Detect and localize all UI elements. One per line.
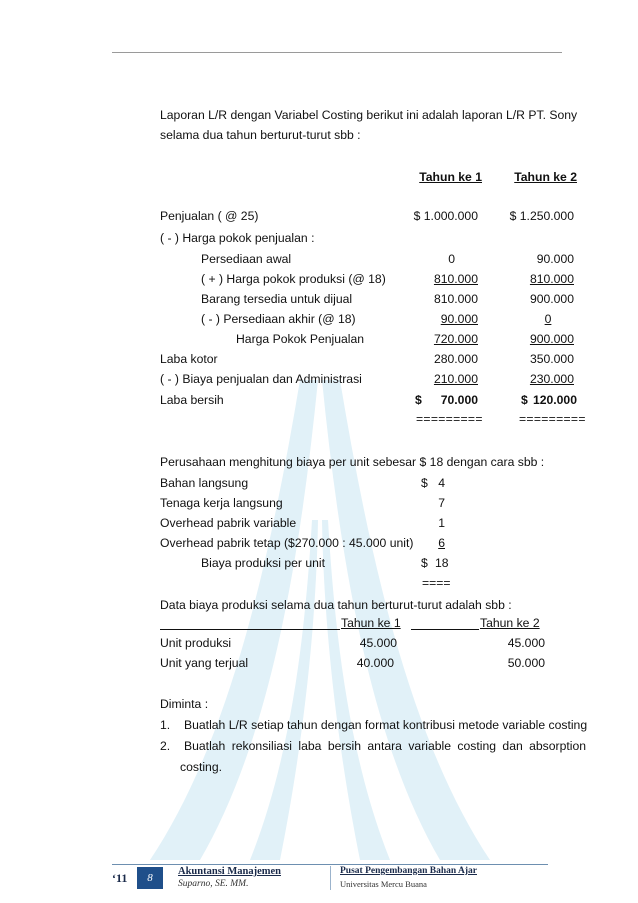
cost-item-label: Bahan langsung <box>160 476 249 490</box>
income-label: Barang tersedia untuk dijual <box>201 292 353 306</box>
income-y1: 720.000 <box>433 332 478 346</box>
footer-center-name: Pusat Pengembangan Bahan Ajar <box>340 866 477 876</box>
cost-item-value: 4 <box>438 476 445 490</box>
income-y2: 900.000 <box>529 292 574 306</box>
production-intro: Data biaya produksi selama dua tahun berturut-turut adalah sbb : <box>160 598 512 612</box>
footer-course-title: Akuntansi Manajemen <box>178 866 281 877</box>
currency-sign: $ <box>415 393 422 407</box>
cost-item-value: 18 <box>435 556 449 570</box>
task-number: 2. <box>160 739 171 753</box>
header-rule <box>112 52 562 53</box>
cost-item-label: Overhead pabrik variable <box>160 516 297 530</box>
production-label: Unit yang terjual <box>160 656 249 670</box>
income-y1: 280.000 <box>433 352 478 366</box>
header-year-2: Tahun ke 2 <box>514 170 577 184</box>
cost-item-label: Biaya produksi per unit <box>201 556 325 570</box>
currency-sign: $ <box>521 393 528 407</box>
income-label: ( - ) Persediaan akhir (@ 18) <box>201 312 356 326</box>
double-rule: ========= <box>519 412 586 426</box>
cost-item-label: Tenaga kerja langsung <box>160 496 283 510</box>
income-y2: 350.000 <box>529 352 574 366</box>
production-y1: 45.000 <box>359 636 397 650</box>
income-y1: 0 <box>448 252 455 266</box>
income-y2: 900.000 <box>529 332 574 346</box>
currency-sign: $ <box>421 556 428 570</box>
income-label: ( - ) Biaya penjualan dan Administrasi <box>160 372 362 386</box>
task-number: 1. <box>160 718 171 732</box>
double-rule: ==== <box>422 576 451 590</box>
underline-filler <box>160 629 340 630</box>
income-label: Persediaan awal <box>201 252 292 266</box>
tasks-heading: Diminta : <box>160 697 209 711</box>
income-label: Laba bersih <box>160 393 224 407</box>
currency-sign: $ <box>421 476 428 490</box>
cost-item-value: 1 <box>438 516 445 530</box>
income-y1: 810.000 <box>433 272 478 286</box>
production-header-year-2: Tahun ke 2 <box>480 616 540 630</box>
footer-page-number: 8 <box>137 867 163 889</box>
footer-rule <box>112 864 548 865</box>
production-label: Unit produksi <box>160 636 232 650</box>
income-y2: 230.000 <box>529 372 574 386</box>
cost-intro: Perusahaan menghitung biaya per unit sebesar $ 18 dengan cara sbb : <box>160 455 545 469</box>
income-y1: 90.000 <box>440 312 478 326</box>
intro-line-2: selama dua tahun berturut-turut sbb : <box>160 128 361 142</box>
income-label: ( - ) Harga pokok penjualan : <box>160 231 315 245</box>
header-year-1: Tahun ke 1 <box>419 170 482 184</box>
income-label: ( + ) Harga pokok produksi (@ 18) <box>201 272 386 286</box>
income-y2: 0 <box>544 312 552 326</box>
cost-item-value: 7 <box>438 496 445 510</box>
footer-university: Universitas Mercu Buana <box>340 879 427 889</box>
production-y2: 50.000 <box>507 656 545 670</box>
task-text: Buatlah rekonsiliasi laba bersih antara variable costing dan absorption <box>184 739 587 753</box>
income-y1: $ 1.000.000 <box>413 209 478 223</box>
task-continuation: costing. <box>180 760 223 774</box>
income-y2: 810.000 <box>529 272 574 286</box>
double-rule: ========= <box>416 412 483 426</box>
cost-item-label: Overhead pabrik tetap ($270.000 : 45.000 unit) <box>160 536 414 550</box>
income-y2: $ 1.250.000 <box>509 209 574 223</box>
income-label: Penjualan ( @ 25) <box>160 209 259 223</box>
intro-line-1: Laporan L/R dengan Variabel Costing berikut ini adalah laporan L/R PT. Sony <box>160 108 578 122</box>
income-y2: 90.000 <box>536 252 574 266</box>
production-y1: 40.000 <box>356 656 394 670</box>
underline-filler <box>411 629 479 630</box>
footer-separator <box>330 866 331 890</box>
income-label: Laba kotor <box>160 352 218 366</box>
income-y1: 210.000 <box>433 372 478 386</box>
task-text: Buatlah L/R setiap tahun dengan format kontribusi metode variable costing <box>184 718 588 732</box>
footer-year: ‘11 <box>112 871 128 885</box>
footer-author: Suparno, SE. MM. <box>178 879 249 889</box>
income-y1: 810.000 <box>433 292 478 306</box>
income-y2: 120.000 <box>532 393 577 407</box>
production-header-year-1: Tahun ke 1 <box>341 616 401 630</box>
cost-item-value: 6 <box>438 536 445 550</box>
production-y2: 45.000 <box>507 636 545 650</box>
income-label: Harga Pokok Penjualan <box>236 332 365 346</box>
income-y1: 70.000 <box>440 393 478 407</box>
